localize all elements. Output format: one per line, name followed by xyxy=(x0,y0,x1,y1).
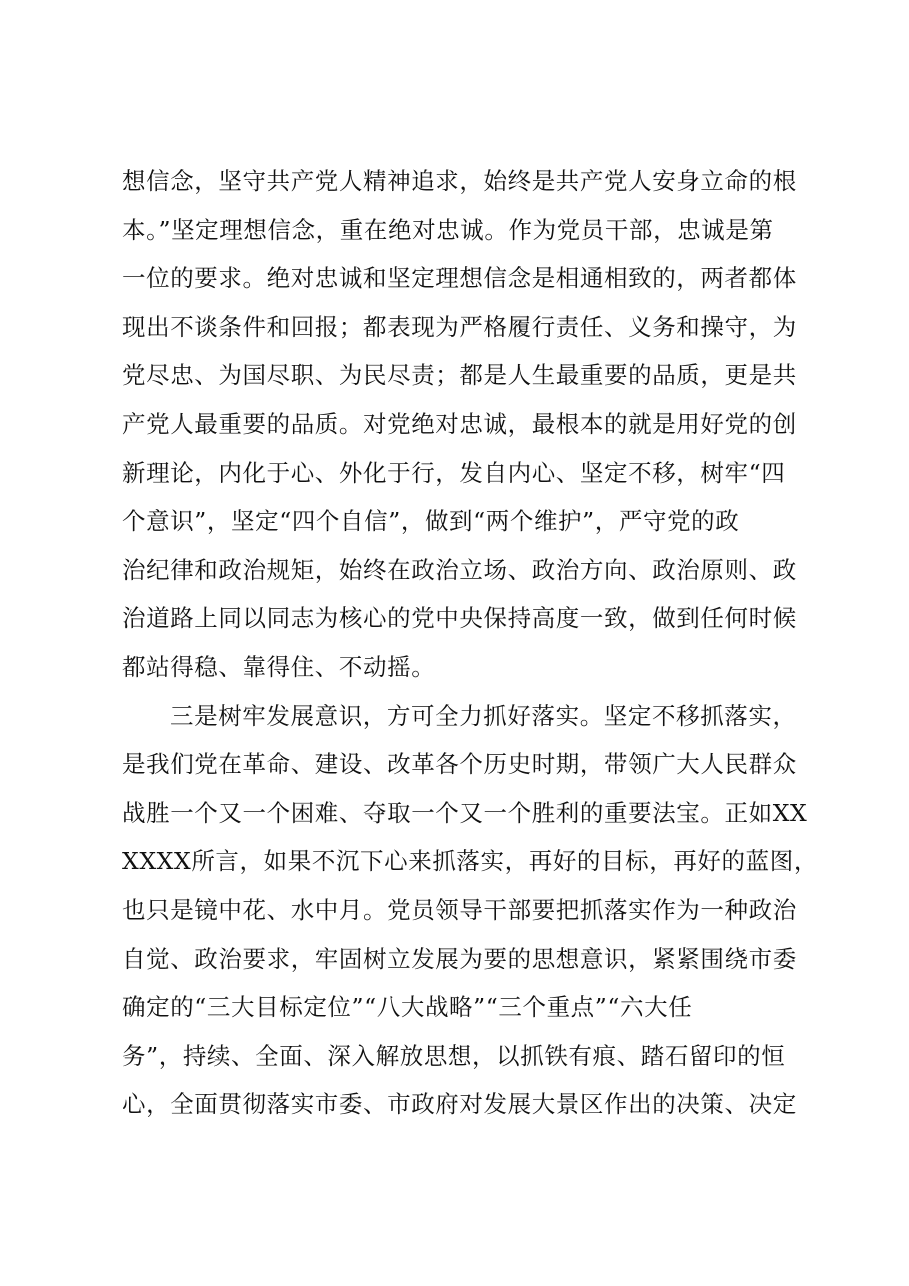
text-line-indented: 三是树牢发展意识，方可全力抓好落实。坚定不移抓落实， xyxy=(170,701,797,730)
text-line: 确定的“三大目标定位”“八大战略”“三个重点”“六大任 xyxy=(122,993,693,1022)
text-line: 务”，持续、全面、深入解放思想，以抓铁有痕、踏石留印的恒 xyxy=(122,1041,786,1070)
text-line: 一位的要求。绝对忠诚和坚定理想信念是相通相致的，两者都体 xyxy=(122,264,797,293)
text-line: 治纪律和政治规矩，始终在政治立场、政治方向、政治原则、政 xyxy=(122,555,797,584)
text-line: 个意识”，坚定“四个自信”，做到“两个维护”，严守党的政 xyxy=(122,507,740,536)
text-line: 产党人最重要的品质。对党绝对忠诚，最根本的就是用好党的创 xyxy=(122,409,797,438)
text-line: 战胜一个又一个困难、夺取一个又一个胜利的重要法宝。正如XX xyxy=(122,798,808,827)
text-line: 自觉、政治要求，牢固树立发展为要的思想意识，紧紧围绕市委 xyxy=(122,944,797,973)
text-line: XXXX所言，如果不沉下心来抓落实，再好的目标，再好的蓝图， xyxy=(122,847,818,876)
text-line: 现出不谈条件和回报；都表现为严格履行责任、义务和操守，为 xyxy=(122,312,797,341)
text-line: 是我们党在革命、建设、改革各个历史时期，带领广大人民群众 xyxy=(122,750,797,779)
text-line: 党尽忠、为国尽职、为民尽责；都是人生最重要的品质，更是共 xyxy=(122,361,797,390)
text-line: 想信念，坚守共产党人精神追求，始终是共产党人安身立命的根 xyxy=(122,167,797,195)
text-line: 也只是镜中花、水中月。党员领导干部要把抓落实作为一种政治 xyxy=(122,895,797,924)
paragraph-1 xyxy=(122,157,802,692)
text-line: 都站得稳、靠得住、不动摇。 xyxy=(122,652,436,681)
text-line: 新理论，内化于心、外化于行，发自内心、坚定不移，树牢“四 xyxy=(122,458,786,487)
paragraph-2 xyxy=(122,692,818,1129)
text-line: 心，全面贯彻落实市委、市政府对发展大景区作出的决策、决定 xyxy=(122,1090,797,1119)
text-line: 治道路上同以同志为核心的党中央保持高度一致，做到任何时候 xyxy=(122,604,797,633)
text-line: 本。”坚定理想信念，重在绝对忠诚。作为党员干部，忠诚是第 xyxy=(122,215,774,244)
document-body xyxy=(122,157,818,1129)
